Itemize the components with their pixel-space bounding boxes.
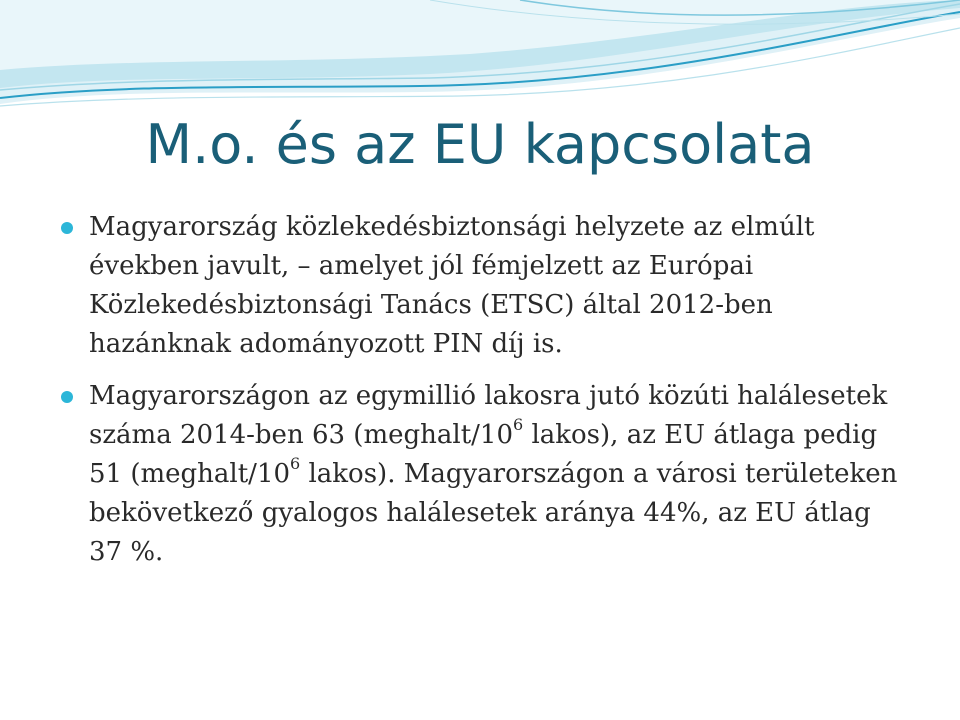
bullet-text-2-part-3: lakos). Magyarországon a városi területeken bekövetkező gyalogos halálesetek aránya 44%, az EU átlag 37 %. — [89, 459, 898, 567]
bullet-text-2-part-2: lakos), az EU átlaga pedig 51 (meghalt/10 — [89, 420, 878, 489]
bullet-text-2 — [89, 377, 900, 572]
bullet-icon — [61, 222, 73, 234]
superscript-exponent: 6 — [290, 454, 301, 473]
bullet-item-1 — [60, 208, 900, 364]
superscript-exponent: 6 — [513, 415, 524, 434]
bullet-item-2 — [60, 377, 900, 572]
slide-title: M.o. és az EU kapcsolata — [145, 113, 815, 176]
bullet-icon — [61, 391, 73, 403]
bullet-text-2-part-1: Magyarországon az egymillió lakosra jutó közúti halálesetek száma 2014-ben 63 (meghalt/10 — [89, 381, 888, 450]
bullet-text-1: Magyarország közlekedésbiztonsági helyzete az elmúlt években javult, – amelyet jól fémjelzett az Európai Közlekedésbiztonsági Tanács (ETSC) által 2012-ben hazánknak adományozott PIN díj is. — [89, 212, 815, 359]
bullet-list — [60, 208, 900, 585]
